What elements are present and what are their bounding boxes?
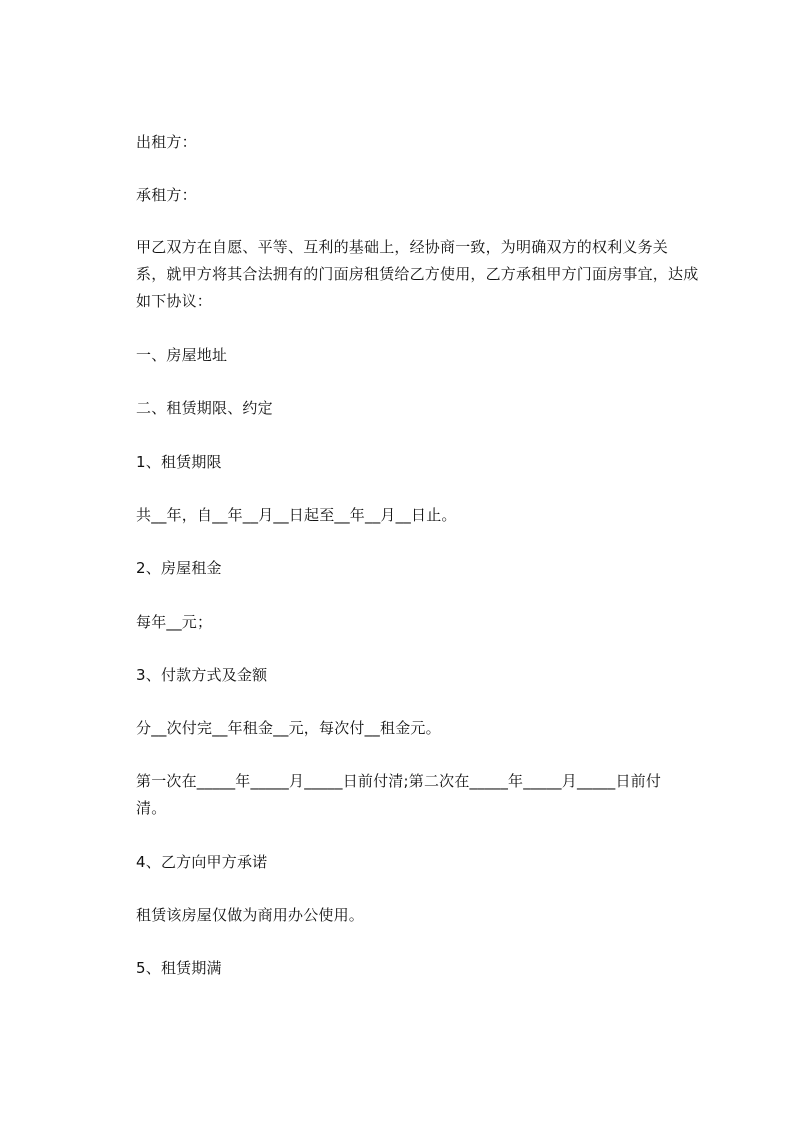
intro-paragraph [136,234,716,315]
lessor-label: 出租方： [136,133,197,151]
intro-line-2: 系，就甲方将其合法拥有的门面房租赁给乙方使用，乙方承租甲方门面房事宜，达成 [136,265,699,283]
item-3-text: 分__次付完__年租金__元，每次付__租金元。 [136,719,441,737]
section-2-title: 二、租赁期限、约定 [136,399,273,417]
item-4-title: 4、乙方向甲方承诺 [136,853,268,871]
item-2-title: 2、房屋租金 [136,559,222,577]
item-1-text: 共__年，自__年__月__日起至__年__月__日止。 [136,506,457,524]
payment-dates-line-1: 第一次在_____年_____月_____日前付清;第二次在_____年_____月_____日前付 [136,772,662,790]
item-2-text: 每年__元； [136,613,213,631]
intro-line-1: 甲乙双方在自愿、平等、互利的基础上，经协商一致，为明确双方的权利义务关 [136,238,669,256]
payment-dates-paragraph [136,768,716,822]
payment-dates-line-2: 清。 [136,799,167,817]
intro-line-3: 如下协议： [136,292,213,310]
item-4-text: 租赁该房屋仅做为商用办公使用。 [136,906,365,924]
item-3-title: 3、付款方式及金额 [136,666,268,684]
item-1-title: 1、租赁期限 [136,453,222,471]
section-1-title: 一、房屋地址 [136,346,228,364]
lessee-label: 承租方： [136,186,197,204]
item-5-title: 5、租赁期满 [136,959,222,977]
